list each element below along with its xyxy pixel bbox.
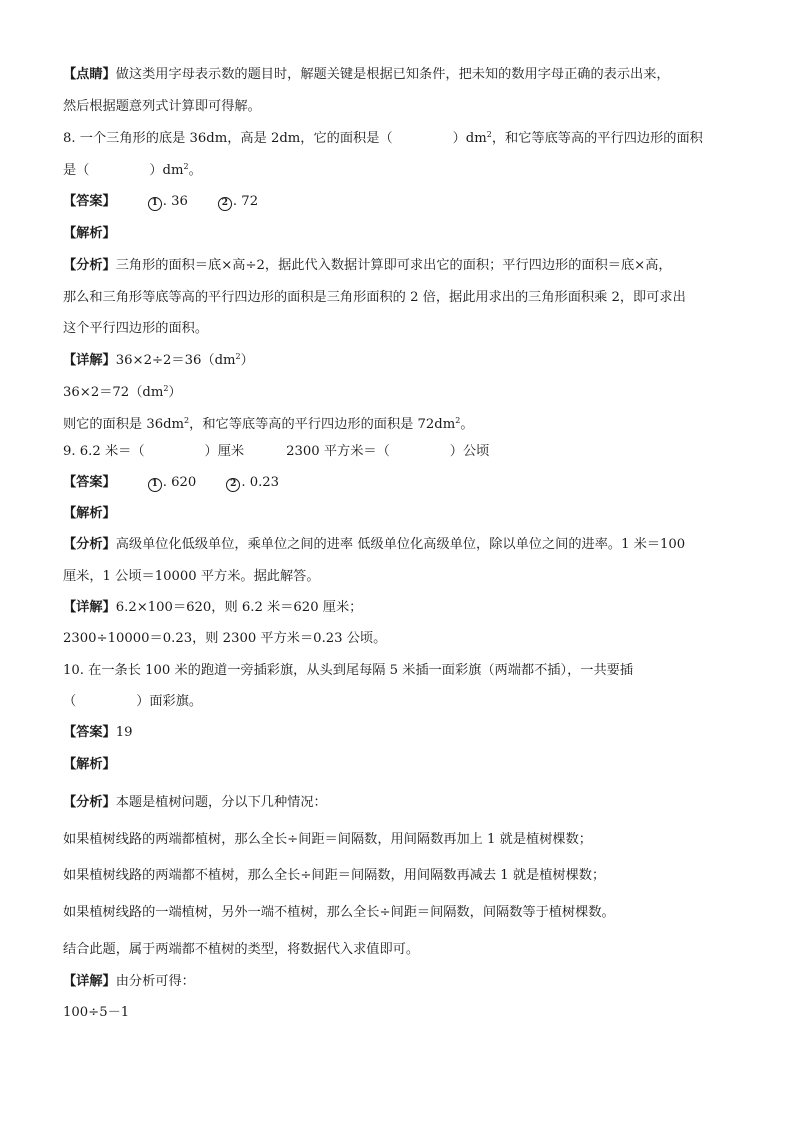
q8-stem-1c: ，和它等底等高的平行四边形的面积 bbox=[491, 131, 703, 146]
q9-xiangjie-1: 6.2×100＝620，则 6.2 米＝620 厘米； bbox=[115, 600, 363, 615]
q8-stem-2a: 是（ bbox=[63, 163, 90, 178]
dianjing-line-2 bbox=[63, 98, 261, 116]
q8-sup-1: 2 bbox=[486, 130, 492, 139]
q8-stem-2b: ）dm bbox=[149, 163, 184, 178]
q10-stem-2a: （ bbox=[63, 694, 77, 709]
q9-fenxi-1: 高级单位化低级单位，乘单位之间的进率 低级单位化高级单位，除以单位之间的进率。1 米＝100 bbox=[115, 537, 686, 552]
q10-jiexi-line bbox=[63, 756, 116, 774]
q9-fenxi-line-2 bbox=[63, 568, 320, 586]
q8-jiexi-tag: 【解析】 bbox=[63, 226, 116, 241]
q8-sup-6: 2 bbox=[455, 416, 461, 425]
q8-sup-2: 2 bbox=[183, 162, 189, 171]
q10-case-2: 如果植树线路的两端都不植树，那么全长÷间距＝间隔数，用间隔数再减去 1 就是植树棵数； bbox=[63, 868, 606, 883]
q10-xiangjie-tag: 【详解】 bbox=[63, 974, 116, 989]
q8-stem-line-1 bbox=[63, 130, 703, 148]
dianjing-text-2: 然后根据题意列式计算即可得解。 bbox=[63, 99, 261, 114]
q10-answer-tag: 【答案】 bbox=[63, 725, 116, 740]
q10-case-line-2 bbox=[63, 867, 605, 885]
q8-answer-1: . 36 bbox=[162, 194, 188, 209]
q10-stem-1: 10. 在一条长 100 米的跑道一旁插彩旗，从头到尾每隔 5 米插一面彩旗（两端都不插），一共要插 bbox=[63, 663, 634, 678]
circled-1-icon: 1 bbox=[148, 478, 162, 492]
q8-sup-5: 2 bbox=[184, 416, 190, 425]
q8-stem-line-2 bbox=[63, 162, 202, 180]
q8-stem-1a: 8. 一个三角形的底是 36dm，高是 2dm，它的面积是（ bbox=[63, 131, 393, 146]
q10-fenxi-line bbox=[63, 794, 327, 812]
q8-fenxi-line-1 bbox=[63, 257, 672, 275]
q8-concl-b: ，和它等底等高的平行四边形的面积是 72dm bbox=[189, 417, 456, 432]
q10-case-line-1 bbox=[63, 831, 592, 849]
q9-answer-tag: 【答案】 bbox=[63, 475, 116, 490]
q10-fenxi-1: 本题是植树问题，分以下几种情况： bbox=[115, 795, 327, 810]
q10-formula: 100÷5－1 bbox=[63, 1005, 130, 1020]
q9-jiexi-tag: 【解析】 bbox=[63, 506, 116, 521]
dianjing-tag: 【点睛】 bbox=[63, 67, 116, 82]
q8-calc-1a: 36×2÷2＝36（dm bbox=[115, 353, 236, 368]
q10-xiangjie-line bbox=[63, 973, 195, 991]
q10-fenxi-tag: 【分析】 bbox=[63, 795, 116, 810]
q8-xiangjie-line bbox=[63, 352, 254, 370]
q8-fenxi-1: 三角形的面积＝底×高÷2，据此代入数据计算即可求出它的面积；平行四边形的面积＝底×高， bbox=[115, 258, 672, 273]
q8-conclusion-line bbox=[63, 416, 474, 434]
q10-stem-2b: ）面彩旗。 bbox=[136, 694, 203, 709]
q8-fenxi-line-3 bbox=[63, 320, 208, 338]
q9-answer-line bbox=[63, 474, 279, 492]
circled-1-icon: 1 bbox=[148, 197, 162, 211]
q10-formula-line bbox=[63, 1004, 129, 1022]
q9-xiangjie-tag: 【详解】 bbox=[63, 600, 116, 615]
q8-answer-2: . 72 bbox=[232, 194, 259, 209]
dianjing-text-1: 做这类用字母表示数的题目时，解题关键是根据已知条件，把未知的数用字母正确的表示出来， bbox=[115, 67, 670, 82]
q8-concl-c: 。 bbox=[460, 417, 474, 432]
q10-case-1: 如果植树线路的两端都植树，那么全长÷间距＝间隔数，用间隔数再加上 1 就是植树棵数； bbox=[63, 832, 592, 847]
q8-xiangjie-tag: 【详解】 bbox=[63, 353, 116, 368]
q9-stem-c: 2300 平方米＝（ bbox=[286, 444, 390, 459]
q9-xiangjie-line-1 bbox=[63, 599, 362, 617]
q9-answer-2: . 0.23 bbox=[241, 475, 280, 490]
q9-fenxi-line-1 bbox=[63, 536, 685, 554]
q8-stem-1b: ）dm bbox=[452, 131, 487, 146]
q8-sup-4: 2 bbox=[163, 384, 169, 393]
q10-jiexi-tag: 【解析】 bbox=[63, 757, 116, 772]
q10-combine: 结合此题，属于两端都不植树的类型，将数据代入求值即可。 bbox=[63, 942, 420, 957]
q10-combine-line bbox=[63, 941, 419, 959]
q9-fenxi-tag: 【分析】 bbox=[63, 537, 116, 552]
q8-concl-a: 则它的面积是 36dm bbox=[63, 417, 185, 432]
q9-xiangjie-line-2 bbox=[63, 630, 386, 648]
q8-calc-2b: ） bbox=[168, 385, 182, 400]
q10-case-3: 如果植树线路的一端植树，另外一端不植树，那么全长÷间距＝间隔数，间隔数等于植树棵数。 bbox=[63, 905, 615, 920]
dianjing-line-1 bbox=[63, 66, 670, 84]
q9-xiangjie-2: 2300÷10000＝0.23，则 2300 平方米＝0.23 公顷。 bbox=[63, 631, 387, 646]
q10-xiangjie-1: 由分析可得： bbox=[115, 974, 195, 989]
q10-case-line-3 bbox=[63, 904, 615, 922]
q10-stem-line-1 bbox=[63, 662, 633, 680]
q8-calc-line-2 bbox=[63, 384, 182, 402]
q9-stem-a: 9. 6.2 米＝（ bbox=[63, 444, 145, 459]
circled-2-icon: 2 bbox=[218, 197, 232, 211]
q8-fenxi-tag: 【分析】 bbox=[63, 258, 116, 273]
q9-jiexi-line bbox=[63, 505, 116, 523]
q10-stem-line-2 bbox=[63, 693, 202, 711]
q9-answer-1: . 620 bbox=[162, 475, 197, 490]
q8-calc-1b: ） bbox=[240, 353, 254, 368]
q9-stem-d: ）公顷 bbox=[449, 444, 490, 459]
q10-answer: 19 bbox=[115, 725, 133, 740]
q9-fenxi-2: 厘米，1 公顷＝10000 平方米。据此解答。 bbox=[63, 569, 320, 584]
q9-stem-b: ）厘米 bbox=[204, 444, 245, 459]
q8-sup-3: 2 bbox=[235, 352, 241, 361]
q9-stem-line bbox=[63, 443, 489, 461]
q8-stem-2c: 。 bbox=[188, 163, 202, 178]
q8-jiexi-line bbox=[63, 225, 116, 243]
circled-2-icon: 2 bbox=[226, 478, 240, 492]
q8-answer-tag: 【答案】 bbox=[63, 194, 116, 209]
q8-answer-line bbox=[63, 193, 258, 211]
q10-answer-line bbox=[63, 724, 133, 742]
q8-fenxi-3: 这个平行四边形的面积。 bbox=[63, 321, 209, 336]
q8-fenxi-2: 那么和三角形等底等高的平行四边形的面积是三角形面积的 2 倍，据此用求出的三角形面积乘 2，即可求出 bbox=[63, 290, 686, 305]
q8-fenxi-line-2 bbox=[63, 289, 686, 307]
q8-calc-2a: 36×2＝72（dm bbox=[63, 385, 164, 400]
